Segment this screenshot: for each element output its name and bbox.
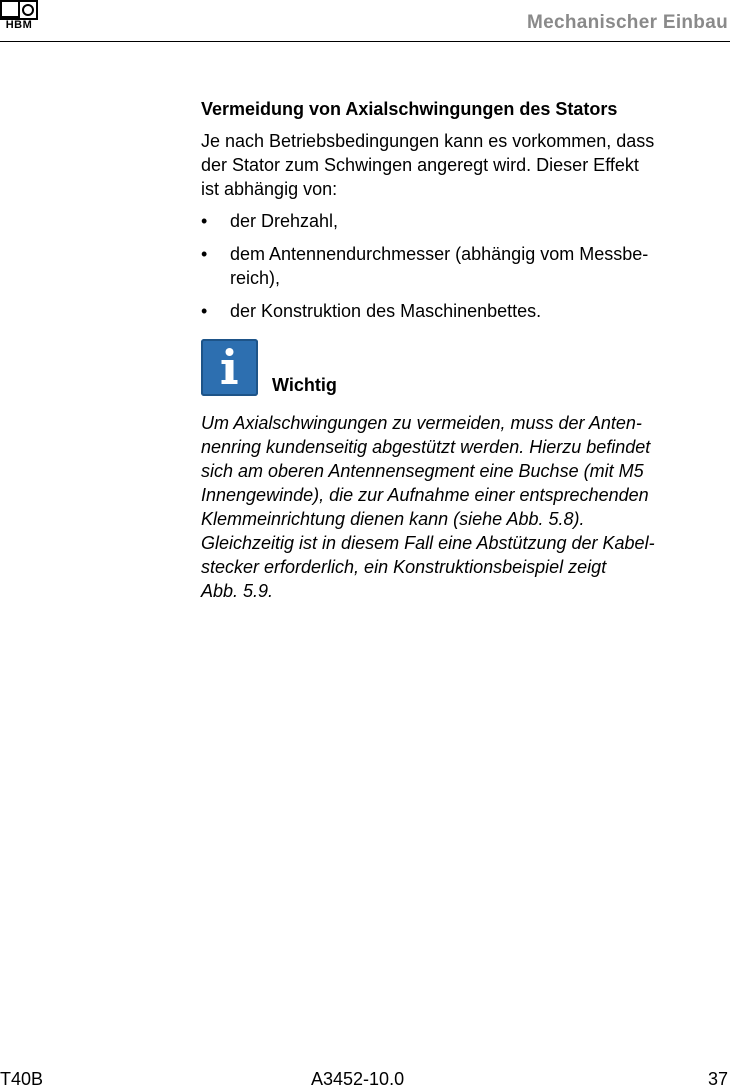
list-item-text: dem Antennendurchmesser (abhängig vom Messbe- xyxy=(230,244,649,264)
notice-label: Wichtig xyxy=(272,375,337,395)
intro-line: der Stator zum Schwingen angeregt wird. Dieser Effekt xyxy=(201,155,639,175)
notice-line: Abb. 5.9. xyxy=(201,581,274,601)
hbm-logo-mark xyxy=(0,0,38,20)
notice-body xyxy=(201,411,730,603)
list-item xyxy=(201,209,730,233)
bullet-icon: • xyxy=(201,301,208,321)
list-item-text: reich), xyxy=(230,268,281,288)
notice-header xyxy=(201,339,730,397)
intro-line: Je nach Betriebsbedingungen kann es vorkommen, dass xyxy=(201,131,655,151)
notice-line: sich am oberen Antennensegment eine Buchse (mit M5 xyxy=(201,461,644,481)
notice-line: Innengewinde), die zur Aufnahme einer entsprechenden xyxy=(201,485,649,505)
info-icon xyxy=(201,339,258,396)
footer-doc-number: A3452-10.0 xyxy=(311,1069,405,1089)
list-item xyxy=(201,299,730,323)
bullet-icon: • xyxy=(201,211,208,231)
notice-line: Klemmeinrichtung dienen kann (siehe Abb. 5.8). xyxy=(201,509,585,529)
footer-page-number: 37 xyxy=(707,1069,728,1089)
bullet-icon: • xyxy=(201,244,208,264)
list-item-text: der Drehzahl, xyxy=(230,211,339,231)
notice-line: Um Axialschwingungen zu vermeiden, muss der Anten- xyxy=(201,413,642,433)
main-content xyxy=(201,97,730,603)
list-item-text: der Konstruktion des Maschinenbettes. xyxy=(230,301,542,321)
section-title: Mechanischer Einbau xyxy=(526,12,728,33)
footer-product: T40B xyxy=(0,1069,44,1089)
header-divider xyxy=(0,41,730,42)
intro-line: ist abhängig von: xyxy=(201,179,338,199)
notice-line: stecker erforderlich, ein Konstruktionsbeispiel zeigt xyxy=(201,557,607,577)
notice-line: Gleichzeitig ist in diesem Fall eine Abstützung der Kabel- xyxy=(201,533,655,553)
notice-line: nenring kundenseitig abgestützt werden. Hierzu befindet xyxy=(201,437,651,457)
intro-paragraph xyxy=(201,129,730,201)
logo-text: HBM xyxy=(5,19,33,31)
list-item xyxy=(201,242,730,290)
dependency-list xyxy=(201,209,730,323)
section-heading: Vermeidung von Axialschwingungen des Stators xyxy=(201,99,618,119)
hbm-logo xyxy=(0,0,38,32)
